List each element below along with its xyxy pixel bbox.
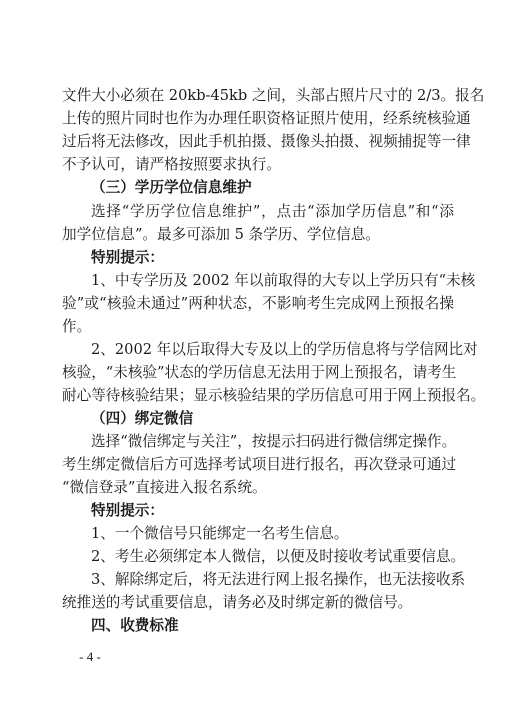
- tip-line: 1、中专学历及 2002 年以前取得的大专以上学历只有“未核: [91, 272, 476, 289]
- tip-line: 作。: [62, 318, 92, 335]
- tip-line: 1、一个微信号只能绑定一名考生信息。: [91, 525, 349, 542]
- body-line: 加学位信息”。最多可添加 5 条学历、学位信息。: [62, 226, 380, 243]
- tip-heading: 特别提示：: [91, 502, 164, 519]
- tip-line: 验”或“核验未通过”两种状态，不影响考生完成网上预报名操: [62, 295, 454, 312]
- body-line: 过后将无法修改，因此手机拍摄、摄像头拍摄、视频捕捉等一律: [62, 133, 471, 150]
- body-line: 文件大小必须在 20kb-45kb 之间，头部占照片尺寸的 2/3。报名: [62, 87, 485, 104]
- body-line: 考生绑定微信后方可选择考试项目进行报名，再次登录可通过: [62, 456, 457, 473]
- body-line: 选择“学历学位信息维护”，点击“添加学历信息”和“添: [91, 203, 454, 220]
- page-number: - 4 -: [79, 649, 101, 664]
- tip-line: 耐心等待核验结果；显示核验结果的学历信息可用于网上预报名。: [62, 387, 486, 404]
- tip-line: 2、考生必须绑定本人微信，以便及时接收考试重要信息。: [91, 548, 466, 565]
- part-heading: 四、收费标准: [91, 617, 179, 634]
- section-heading: （四）绑定微信: [91, 410, 194, 427]
- tip-line: 3、解除绑定后，将无法进行网上报名操作，也无法接收系: [91, 571, 466, 588]
- body-line: “微信登录”直接进入报名系统。: [62, 479, 267, 496]
- tip-line: 核验，“未核验”状态的学历信息无法用于网上预报名，请考生: [62, 364, 457, 381]
- tip-heading: 特别提示：: [91, 249, 164, 266]
- tip-line: 统推送的考试重要信息，请务必及时绑定新的微信号。: [62, 594, 413, 611]
- section-heading: （三）学历学位信息维护: [91, 179, 252, 196]
- body-line: 上传的照片同时也作为办理任职资格证照片使用，经系统核验通: [62, 110, 471, 127]
- body-line: 不予认可，请严格按照要求执行。: [62, 156, 281, 173]
- body-line: 选择“微信绑定与关注”，按提示扫码进行微信绑定操作。: [91, 433, 457, 450]
- tip-line: 2、2002 年以后取得大专及以上的学历信息将与学信网比对: [91, 341, 478, 358]
